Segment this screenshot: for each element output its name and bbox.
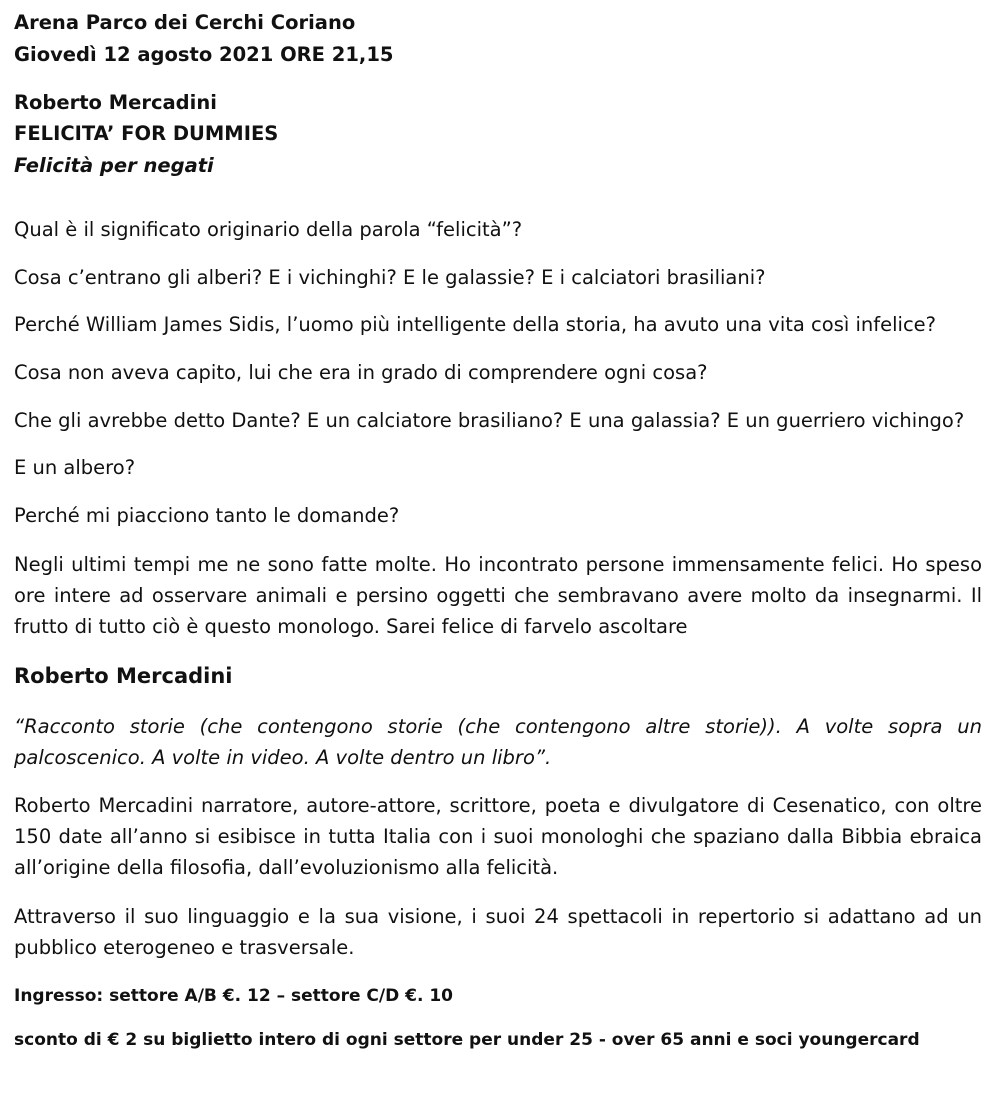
question-7: Perché mi piacciono tanto le domande? — [14, 504, 400, 527]
question-5: Che gli avrebbe detto Dante? E un calciatore brasiliano? E una galassia? E un guerriero vichingo? — [14, 409, 965, 432]
question-1: Qual è il significato originario della parola “felicità”? — [14, 218, 523, 241]
show-title: FELICITA’ FOR DUMMIES — [14, 122, 279, 145]
show-author: Roberto Mercadini — [14, 91, 217, 114]
bio-heading: Roberto Mercadini — [14, 664, 233, 688]
bio-quote: “Racconto storie (che contengono storie (che contengono altre storie)). A volte sopra un palcoscenico. A volte in video. A volte dentro un libro”. — [14, 715, 982, 769]
intro-paragraph: Negli ultimi tempi me ne sono fatte molte. Ho incontrato persone immensamente felici. Ho speso ore intere ad osservare animali e persino oggetti che sembravano avere molto da insegnarmi. Il frutto di tutto ciò è questo monologo. Sarei felice di farvelo ascoltare — [14, 553, 982, 638]
ticket-discount-line: sconto di € 2 su biglietto intero di ogni settore per under 25 - over 65 anni e soci youngercard — [14, 1030, 920, 1050]
bio-paragraph-1: Roberto Mercadini narratore, autore-attore, scrittore, poeta e divulgatore di Cesenatico, con oltre 150 date all’anno si esibisce in tutta Italia con i suoi monologhi che spaziano dalla Bibbia ebraica all’origine della filosofia, dall’evoluzionismo alla felicità. — [14, 794, 982, 879]
question-2: Cosa c’entrano gli alberi? E i vichinghi? E le galassie? E i calciatori brasiliani? — [14, 266, 766, 289]
question-3: Perché William James Sidis, l’uomo più intelligente della storia, ha avuto una vita così infelice? — [14, 313, 937, 336]
show-subtitle: Felicità per negati — [14, 154, 214, 177]
bio-paragraph-2: Attraverso il suo linguaggio e la sua visione, i suoi 24 spettacoli in repertorio si adattano ad un pubblico eterogeneo e trasversale. — [14, 905, 982, 959]
ticket-price-line: Ingresso: settore A/B €. 12 – settore C/D €. 10 — [14, 986, 453, 1006]
venue-line: Arena Parco dei Cerchi Coriano — [14, 11, 356, 34]
question-6: E un albero? — [14, 456, 136, 479]
datetime-line: Giovedì 12 agosto 2021 ORE 21,15 — [14, 43, 394, 66]
question-4: Cosa non aveva capito, lui che era in grado di comprendere ogni cosa? — [14, 361, 708, 384]
